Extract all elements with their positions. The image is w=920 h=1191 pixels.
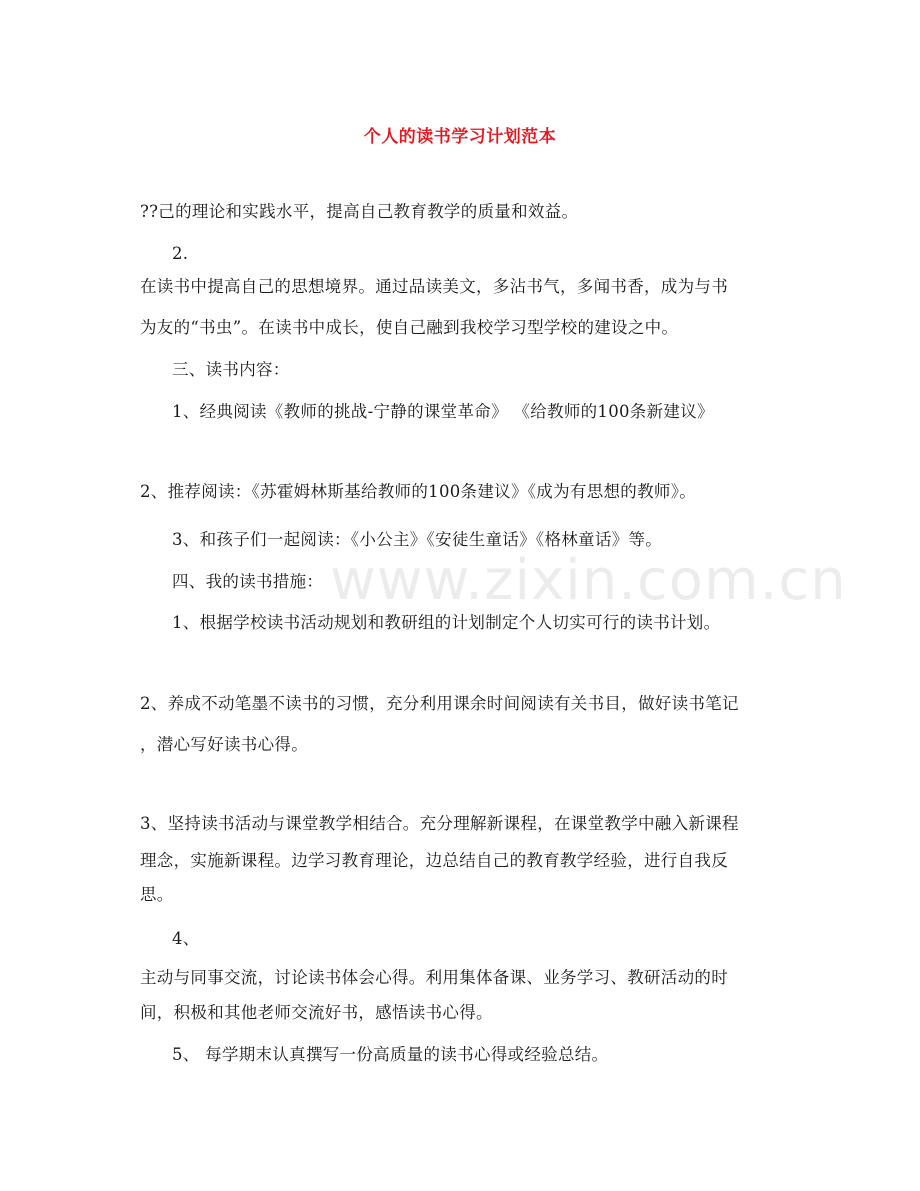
paragraph-line: 4、	[172, 929, 200, 948]
paragraph-line: ，潜心写好读书心得。	[140, 735, 308, 754]
paragraph-line: 在读书中提高自己的思想境界。通过品读美文，多沾书气，多闻书香，成为与书	[140, 277, 728, 296]
paragraph-line: 理念，实施新课程。边学习教育理论，边总结自己的教育教学经验，进行自我反	[140, 851, 728, 870]
paragraph-line: 间，积极和其他老师交流好书，感悟读书心得。	[140, 1003, 493, 1022]
paragraph-line: 为友的“书虫”。在读书中成长，使自己融到我校学习型学校的建设之中。	[140, 318, 679, 337]
paragraph-line: 四、我的读书措施：	[172, 572, 324, 591]
paragraph-line: 思。	[140, 885, 174, 904]
paragraph-line: 1、经典阅读《教师的挑战-宁静的课堂革命》 《给教师的100条新建议》	[172, 402, 714, 421]
document-title: 个人的读书学习计划范本	[363, 127, 557, 147]
paragraph-line: 3、和孩子们一起阅读：《小公主》《安徒生童话》《格林童话》等。	[172, 530, 663, 549]
paragraph-line: 2.	[172, 244, 189, 263]
paragraph-line: 3、坚持读书活动与课堂教学相结合。充分理解新课程，在课堂教学中融入新课程	[140, 814, 739, 833]
paragraph-line: ??己的理论和实践水平，提高自己教育教学的质量和效益。	[140, 202, 579, 221]
paragraph-line: 5、 每学期末认真撰写一份高质量的读书心得或经验总结。	[172, 1045, 609, 1064]
paragraph-line: 2、推荐阅读：《苏霍姆林斯基给教师的100条建议》《成为有思想的教师》。	[140, 482, 697, 501]
watermark: www.zixin.com.cn	[330, 548, 847, 613]
paragraph-line: 主动与同事交流，讨论读书体会心得。利用集体备课、业务学习、教研活动的时	[140, 968, 728, 987]
paragraph-line: 1、根据学校读书活动规划和教研组的计划制定个人切实可行的读书计划。	[172, 613, 721, 632]
paragraph-line: 三、读书内容：	[172, 360, 290, 379]
paragraph-line: 2、养成不动笔墨不读书的习惯，充分利用课余时间阅读有关书目，做好读书笔记	[140, 694, 739, 713]
